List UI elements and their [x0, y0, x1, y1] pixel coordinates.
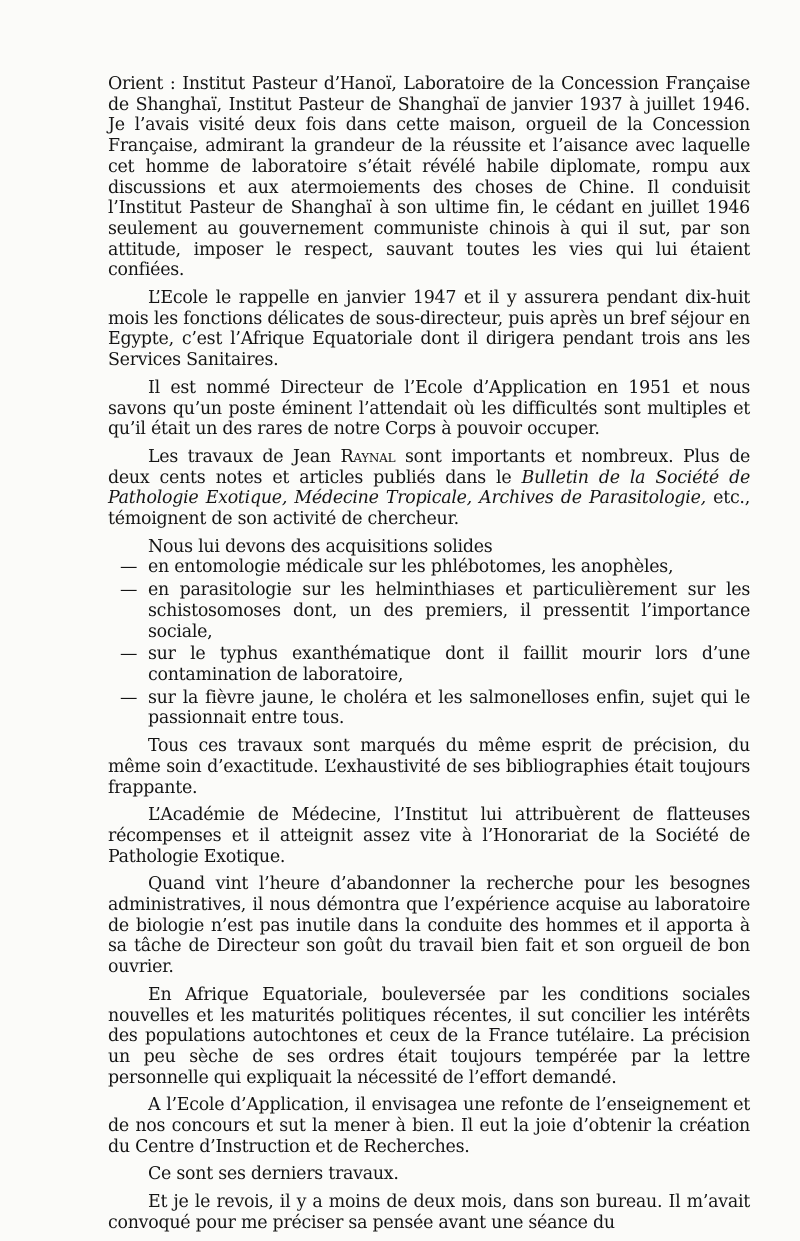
- em-dash: —: [120, 580, 138, 601]
- body-text: [108, 74, 750, 1241]
- list-intro: Nous lui devons des acquisitions solides: [148, 536, 493, 557]
- paragraph-7: Quand vint l’heure d’abandonner la recherche pour les besognes administratives, il nous démontra que l’expérience acquise au laboratoire de biologie n’est pas inutile dans la conduite des hommes et il apporta à sa tâche de Directeur son goût du travail bien fait et son orgueil de bon ouvrier.: [108, 874, 750, 978]
- paragraph-10: Ce sont ses derniers travaux.: [148, 1164, 399, 1185]
- journal-titles: Bulletin de la Société de Pathologie Exotique, Médecine Tropicale, Archives de Parasitologie,: [108, 467, 750, 509]
- em-dash: —: [120, 557, 138, 578]
- list-item-text: en parasitologie sur les helminthiases et particulièrement sur les schistosomoses dont, un des premiers, il pressentit l’importance sociale,: [148, 580, 750, 642]
- list-item-text: sur la fièvre jaune, le choléra et les salmonelloses enfin, sujet qui le passionnait entre tous.: [148, 687, 750, 729]
- paragraph-1: Orient : Institut Pasteur d’Hanoï, Laboratoire de la Concession Française de Shanghaï, Institut Pasteur de Shanghaï de janvier 1937 à juillet 1946. Je l’avais visité deux fois dans cette maison, orgueil de la Concession Française, admirant la grandeur de la réussite et l’aisance avec laquelle cet homme de laboratoire s’était révélé habile diplomate, rompu aux discussions et aux atermoiements des choses de Chine. Il conduisit l’Institut Pasteur de Shanghaï à son ultime fin, le cédant en juillet 1946 seulement au gouvernement communiste chinois à qui il sut, par son attitude, imposer le respect, sauvant toutes les vies qui lui étaient confiées.: [108, 74, 750, 281]
- paragraph-3: Il est nommé Directeur de l’Ecole d’Application en 1951 et nous savons qu’un poste éminent l’attendait où les difficultés sont multiples et qu’il était un des rares de notre Corps à pouvoir occuper.: [108, 377, 750, 440]
- paragraph-2: L’Ecole le rappelle en janvier 1947 et il y assurera pendant dix-huit mois les fonctions délicates de sous-directeur, puis après un bref séjour en Egypte, c’est l’Afrique Equatoriale dont il dirigera pendant trois ans les Services Sanitaires.: [108, 288, 750, 371]
- list-item: [108, 557, 750, 578]
- paragraph-9: A l’Ecole d’Application, il envisagea une refonte de l’enseignement et de nos concours et sut la mener à bien. Il eut la joie d’obtenir la création du Centre d’Instruction et de Recherches.: [108, 1095, 750, 1157]
- list-item: [108, 644, 750, 685]
- paragraph-8: En Afrique Equatoriale, bouleversée par les conditions sociales nouvelles et les maturités politiques récentes, il sut concilier les intérêts des populations autochtones et ceux de la France tutélaire. La précision un peu sèche de ses ordres était toujours tempérée par la lettre personnelle qui expliquait la nécessité de l’effort demandé.: [108, 984, 750, 1088]
- acquisitions-list: [108, 537, 750, 729]
- paragraph-11: Et je le revois, il y a moins de deux mois, dans son bureau. Il m’avait convoqué pour me préciser sa pensée avant une séance du: [108, 1192, 750, 1233]
- em-dash: —: [120, 687, 138, 708]
- paragraph-4-middle: sont importants et nombreux. Plus de deux cents notes et articles publiés dans le: [108, 446, 750, 488]
- paragraph-6: L’Académie de Médecine, l’Institut lui attribuèrent de flatteuses récompenses et il atteignit assez vite à l’Honorariat de la Société de Pathologie Exotique.: [108, 805, 750, 867]
- list-item-text: sur le typhus exanthématique dont il faillit mourir lors d’une contamination de laboratoire,: [148, 644, 750, 685]
- em-dash: —: [120, 644, 138, 665]
- list-item: [108, 580, 750, 642]
- paragraph-4-end: etc., témoignent de son activité de chercheur.: [108, 488, 750, 530]
- list-item: [108, 688, 750, 729]
- paragraph-4-start: Les travaux de Jean: [148, 446, 341, 467]
- author-name: Raynal: [340, 446, 396, 467]
- paragraph-5: Tous ces travaux sont marqués du même esprit de précision, du même soin d’exactitude. L’exhaustivité de ses bibliographies était toujours frappante.: [108, 736, 750, 798]
- list-item-text: en entomologie médicale sur les phlébotomes, les anophèles,: [148, 557, 674, 578]
- paragraph-4: [108, 447, 750, 530]
